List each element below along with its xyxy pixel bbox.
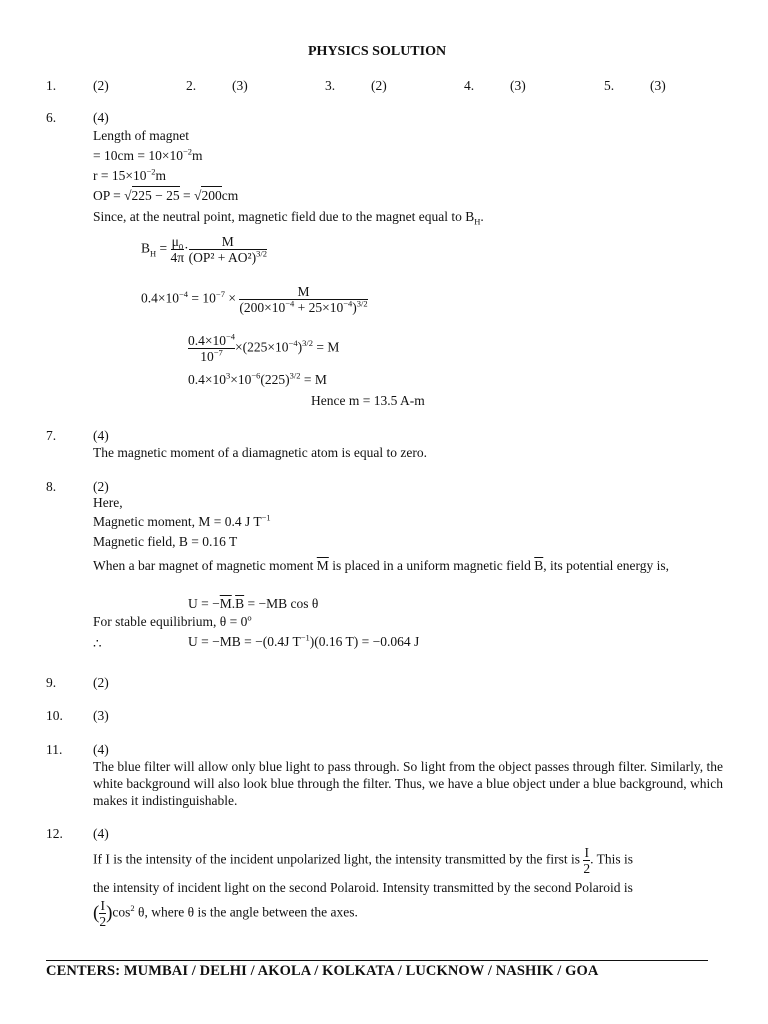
q9-number: 9. <box>46 675 57 690</box>
q8-answer: (2) <box>93 479 109 494</box>
q2-number: 2. <box>186 78 197 93</box>
q8-when: When a bar magnet of magnetic moment $\overline{M}$ is placed in a uniform magnetic field $\overline{B}$, its potential energy is, <box>93 558 669 573</box>
q6-line-op: OP = √225 − 25 = √200cm <box>93 188 239 203</box>
q8-here: Here, <box>93 495 123 510</box>
q1-answer: (2) <box>93 78 109 93</box>
q8-number: 8. <box>46 479 57 494</box>
q12-number: 12. <box>46 826 63 841</box>
q9-answer: (2) <box>93 675 109 690</box>
q6-line-r: $r = 15\times 10^{-2}m$ <box>93 166 167 183</box>
footer-centers: CENTERS: MUMBAI / DELHI / AKOLA / KOLKATA / LUCKNOW / NASHIK / GOA <box>46 963 599 979</box>
page-title: PHYSICS SOLUTION <box>308 44 447 59</box>
q4-number: 4. <box>464 78 475 93</box>
q11-text: The blue filter will allow only blue light to pass through. So light from the object passes through filter. Similarly, the white background will also look blue through the filter. Thus, we have a blue object under a blue background, which makes it indistinguishable. <box>93 759 723 808</box>
q6-eq-bh: $B_H$ = $\frac{\mu_0}{4\pi}$ · $\frac{M}{(OP^2 + AO^2)^{3/2}}$ <box>141 234 267 265</box>
q7-answer: (4) <box>93 428 109 443</box>
q8-potential-energy: $U = -\overline{M}.\overline{B} = -MB$ cos θ <box>188 596 319 611</box>
q7-text: The magnetic moment of a diamagnetic atom is equal to zero. <box>93 445 428 460</box>
q6-line-neutral: Since, at the neutral point, magnetic field due to the magnet equal to $B_H$. <box>93 209 484 227</box>
q12-line-1: If I is the intensity of the incident unpolarized light, the intensity transmitted by the first is $\frac{I}{2}$ . This is <box>93 845 634 876</box>
q6-eq-substitution: $0.4\times 10^{-4} = 10^{-7}$ × $\frac{M}{(200\times 10^{-4} + 25\times 10^{-4})^{3/2}}$ <box>141 284 368 315</box>
q6-line-length-value: = $10cm = 10\times 10^{-2}m$ <box>93 146 203 163</box>
q6-eq-rearranged: $\frac{0.4\times 10^{-4}}{10^{-7}}$ $\times(225\times 10^{-4})^{3/2} = M$ <box>188 331 340 364</box>
q6-number: 6. <box>46 110 57 125</box>
q6-result: Hence m = 13.5 A-m <box>311 393 425 408</box>
q8-final-energy: U = −MB = −(0.4J $T^{-1})(0.16$ T) = −0.064 J <box>188 632 420 649</box>
q11-number: 11. <box>46 742 63 757</box>
q1-number: 1. <box>46 78 57 93</box>
q6-line-length: Length of magnet <box>93 128 189 143</box>
q7-number: 7. <box>46 428 57 443</box>
q6-answer: (4) <box>93 110 109 125</box>
q3-number: 3. <box>325 78 336 93</box>
q5-number: 5. <box>604 78 615 93</box>
q12-line-2: the intensity of incident light on the second Polaroid. Intensity transmitted by the second Polaroid is <box>93 880 633 895</box>
q6-eq-simplified: $0.4\times 10^3\times 10^{-6}(225)^{3/2} = M$ <box>188 370 327 387</box>
q12-line-3: ( $\frac{I}{2}$ )$\cos^2$ θ, where θ is the angle between the axes. <box>93 898 358 929</box>
q8-moment: Magnetic moment, M = 0.4 J $T^{-1}$ <box>93 512 271 529</box>
q12-answer: (4) <box>93 826 109 841</box>
q10-answer: (3) <box>93 708 109 723</box>
q2-answer: (3) <box>232 78 248 93</box>
q10-number: 10. <box>46 708 63 723</box>
q8-field: Magnetic field, B = 0.16 T <box>93 534 238 549</box>
q11-answer: (4) <box>93 742 109 757</box>
footer-rule <box>46 960 708 961</box>
q4-answer: (3) <box>510 78 526 93</box>
q3-answer: (2) <box>371 78 387 93</box>
q8-therefore: ∴ <box>93 636 102 651</box>
q8-stable: For stable equilibrium, $\theta = 0^o$ <box>93 612 252 629</box>
q5-answer: (3) <box>650 78 666 93</box>
